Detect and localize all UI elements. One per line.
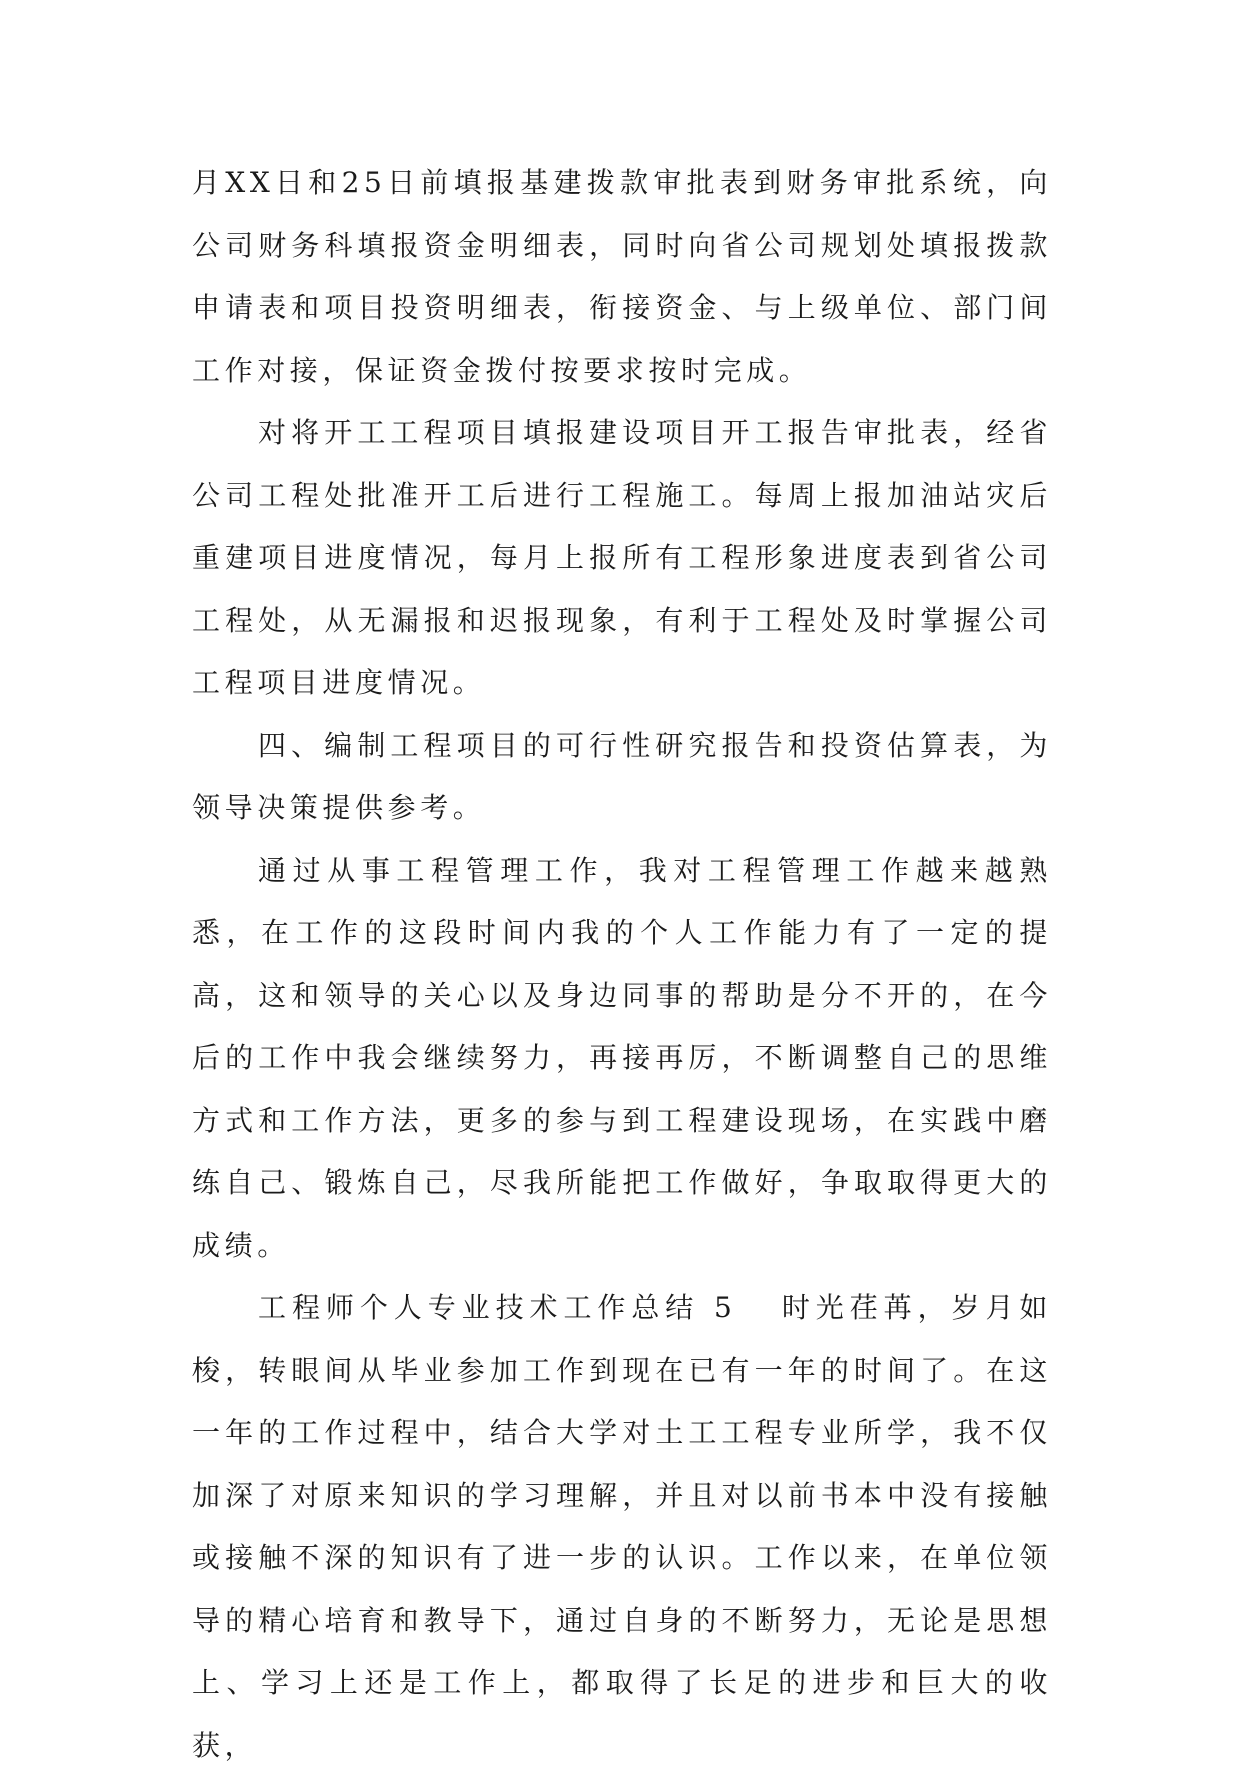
paragraph-summary-5 (192, 1277, 1052, 1777)
paragraph-feasibility-study: 四、编制工程项目的可行性研究报告和投资估算表，为领导决策提供参考。 (192, 728, 1052, 824)
paragraph-funding-continued: 月XX日和25日前填报基建拨款审批表到财务审批系统，向公司财务科填报资金明细表，同时向省公司规划处填报拨款申请表和项目投资明细表，衔接资金、与上级单位、部门间工作对接，保证资金拨付按要求按时完成。 (192, 166, 1052, 387)
paragraph-work-reflection: 通过从事工程管理工作，我对工程管理工作越来越熟悉，在工作的这段时间内我的个人工作能力有了一定的提高，这和领导的关心以及身边同事的帮助是分不开的，在今后的工作中我会继续努力，再接再厉，不断调整自己的思维方式和工作方法，更多的参与到工程建设现场，在实践中磨练自己、锻炼自己，尽我所能把工作做好，争取取得更大的成绩。 (192, 853, 1052, 1262)
section-body: 时光荏苒，岁月如梭，转眼间从毕业参加工作到现在已有一年的时间了。在这一年的工作过程中，结合大学对土工工程专业所学，我不仅加深了对原来知识的学习理解，并且对以前书本中没有接触或接触不深的知识有了进一步的认识。工作以来，在单位领导的精心培育和教导下，通过自身的不断努力，无论是思想上、学习上还是工作上，都取得了长足的进步和巨大的收获， (192, 1291, 1053, 1762)
document-body (192, 152, 1052, 1777)
section-heading: 工程师个人专业技术工作总结 5 (258, 1291, 737, 1324)
paragraph-project-start: 对将开工工程项目填报建设项目开工报告审批表，经省公司工程处批准开工后进行工程施工。每周上报加油站灾后重建项目进度情况，每月上报所有工程形象进度表到省公司工程处，从无漏报和迟报现象，有利于工程处及时掌握公司工程项目进度情况。 (192, 416, 1052, 699)
